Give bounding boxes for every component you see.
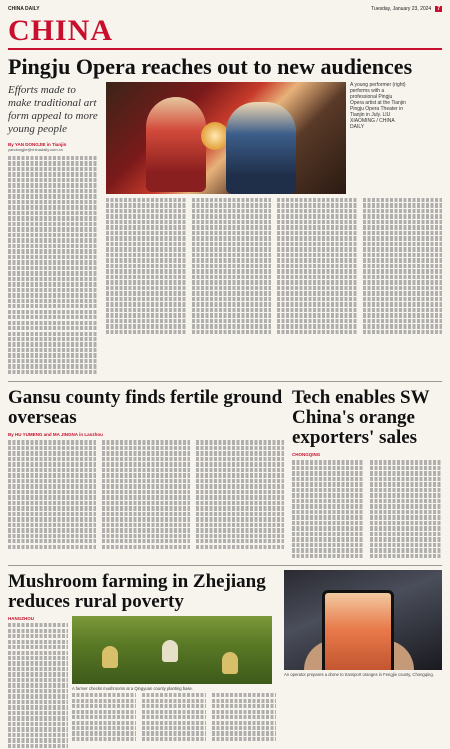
lead-left-column: [8, 82, 98, 375]
drone-photo-caption: An operator prepares a drone to transport oranges in Fengjie county, Chongqing.: [284, 672, 434, 678]
mushroom-story: [8, 570, 276, 749]
drone-orange-photo: [284, 570, 442, 670]
lead-byline-email: yandongjie@chinadaily.com.cn: [8, 147, 63, 152]
lead-byline: By YAN DONGJIE in Tianjin: [8, 142, 67, 147]
bottom-stories: [8, 570, 442, 749]
page-topbar: [8, 0, 442, 14]
lead-body-text: [8, 156, 98, 374]
issue-date: Tuesday, January 23, 2024: [371, 6, 432, 12]
mushroom-photo-caption: A farmer checks mushrooms at a Qingyuan county planting base.: [72, 686, 194, 692]
opera-photo: [106, 82, 346, 194]
mushroom-photo: [72, 616, 272, 684]
dateline: [371, 6, 442, 12]
orange-byline: CHONGQING: [292, 452, 321, 458]
page-number: 7: [437, 6, 440, 12]
newspaper-logo: CHINA DAILY: [8, 6, 40, 12]
phone-photo-block: [284, 570, 442, 749]
section-header: [8, 16, 442, 50]
gansu-story: [8, 386, 284, 559]
opera-photo-caption: A young performer (right) performs with a professional Pingju Opera artist at the Tianjin Pingju Opera Theater in Tianjin in July. LIU XIAOMING / CHINA DAILY: [350, 82, 406, 130]
middle-stories: [8, 386, 442, 559]
section-title: CHINA: [8, 14, 114, 47]
mushroom-headline: Mushroom farming in Zhejiang reduces rural poverty: [8, 571, 266, 613]
gansu-headline: Gansu county finds fertile ground overseas: [8, 387, 283, 429]
gansu-byline: By HU YUMENG and MA JINGNA in Lanzhou: [8, 432, 103, 438]
orange-story: [292, 386, 442, 559]
lead-standfirst: Efforts made to make traditional art form appeal to more young people: [8, 84, 98, 135]
lead-headline: Pingju Opera reaches out to new audiences: [8, 54, 413, 79]
lead-columns: [106, 198, 442, 335]
orange-headline: Tech enables SW China's orange exporters' sales: [292, 387, 430, 449]
lead-story: [8, 82, 442, 375]
mushroom-byline: HANGZHOU: [8, 616, 34, 622]
section-divider: [8, 381, 442, 382]
